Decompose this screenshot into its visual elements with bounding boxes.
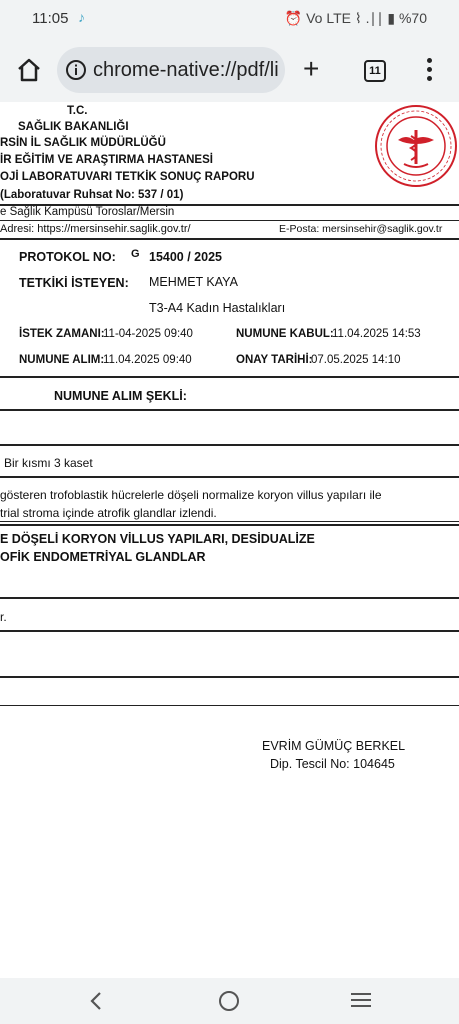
divider [0, 238, 459, 240]
note-text: r. [0, 610, 7, 624]
divider [0, 476, 459, 478]
home-icon[interactable] [16, 57, 42, 83]
microscopy-line-1: gösteren trofoblastik hücrelerle döşeli normalize koryon villus yapıları ile [0, 488, 382, 502]
sample-take: 11.04.2025 09:40 [103, 354, 192, 366]
home-circle-icon[interactable] [219, 991, 239, 1011]
header-directorate: RSİN İL SAĞLIK MÜDÜRLÜĞÜ [0, 137, 166, 149]
divider [0, 676, 459, 678]
request-time-label: İSTEK ZAMANI: [19, 328, 105, 340]
header-license: (Laboratuvar Ruhsat No: 537 / 01) [0, 189, 184, 201]
info-icon[interactable] [65, 59, 87, 81]
sample-accept: 11.04.2025 14:53 [332, 328, 421, 340]
browser-toolbar [0, 38, 459, 102]
header-web-address: Adresi: https://mersinsehir.saglik.gov.tr/ [0, 223, 191, 235]
divider [0, 630, 459, 632]
divider [0, 597, 459, 599]
url-text[interactable]: chrome-native://pdf/li [93, 59, 279, 81]
divider [0, 524, 459, 526]
header-address: e Sağlik Kampüsü Toroslar/Mersin [0, 206, 175, 218]
divider [0, 521, 459, 522]
header-lab-report: OJİ LABORATUVARI TETKİK SONUÇ RAPORU [0, 171, 255, 183]
divider [0, 220, 459, 221]
approval-date: 07.05.2025 14:10 [311, 354, 401, 366]
address-bar[interactable] [57, 47, 285, 93]
system-navigation-bar [0, 978, 459, 1024]
sample-method-label: NUMUNE ALIM ŞEKLİ: [54, 389, 187, 403]
recents-icon[interactable] [351, 993, 371, 1007]
macroscopy-text: Bir kısmı 3 kaset [4, 456, 93, 470]
status-bar [0, 0, 459, 38]
header-email: E-Posta: mersinsehir@saglik.gov.tr [279, 223, 443, 235]
new-tab-plus-icon[interactable]: + [303, 53, 320, 84]
divider [0, 705, 459, 706]
divider [0, 409, 459, 411]
microscopy-line-2: trial stroma içinde atrofik glandlar izlendi. [0, 506, 217, 520]
menu-icon[interactable] [427, 58, 433, 82]
divider [0, 376, 459, 378]
back-icon[interactable] [88, 992, 104, 1010]
divider [0, 444, 459, 446]
request-time: 11-04-2025 09:40 [103, 328, 193, 340]
sample-accept-label: NUMUNE KABUL: [236, 328, 334, 340]
header-tc: T.C. [67, 105, 88, 117]
diagnosis-line-1: E DÖŞELİ KORYON VİLLUS YAPILARI, DESİDUALİZE [0, 532, 315, 546]
header-hospital: İR EĞİTİM VE ARAŞTIRMA HASTANESİ [0, 154, 213, 166]
protocol-label: PROTOKOL NO: [19, 250, 116, 264]
signer-registration: Dip. Tescil No: 104645 [270, 757, 395, 771]
requester-name: MEHMET KAYA [149, 275, 238, 289]
signer-name: EVRİM GÜMÜÇ BERKEL [262, 739, 406, 753]
status-indicators: ⏰ Vo LTE ⌇ .∣∣ ▮ %70 [284, 10, 427, 26]
header-ministry: SAĞLIK BAKANLIĞI [18, 121, 129, 133]
protocol-value: 15400 / 2025 [149, 250, 222, 264]
status-time: 11:05 [32, 10, 69, 27]
diagnosis-line-2: OFİK ENDOMETRİYAL GLANDLAR [0, 550, 206, 564]
pdf-page[interactable] [0, 102, 459, 978]
approval-label: ONAY TARİHİ: [236, 354, 313, 366]
tab-switcher-button[interactable]: 11 [364, 60, 386, 82]
tiktok-notification-icon: ♪ [78, 9, 85, 25]
ministry-of-health-logo [374, 104, 458, 188]
requester-label: TETKİKİ İSTEYEN: [19, 276, 129, 290]
department: T3-A4 Kadın Hastalıkları [149, 301, 286, 315]
sample-take-label: NUMUNE ALIM: [19, 354, 105, 366]
protocol-prefix: G [131, 248, 140, 260]
